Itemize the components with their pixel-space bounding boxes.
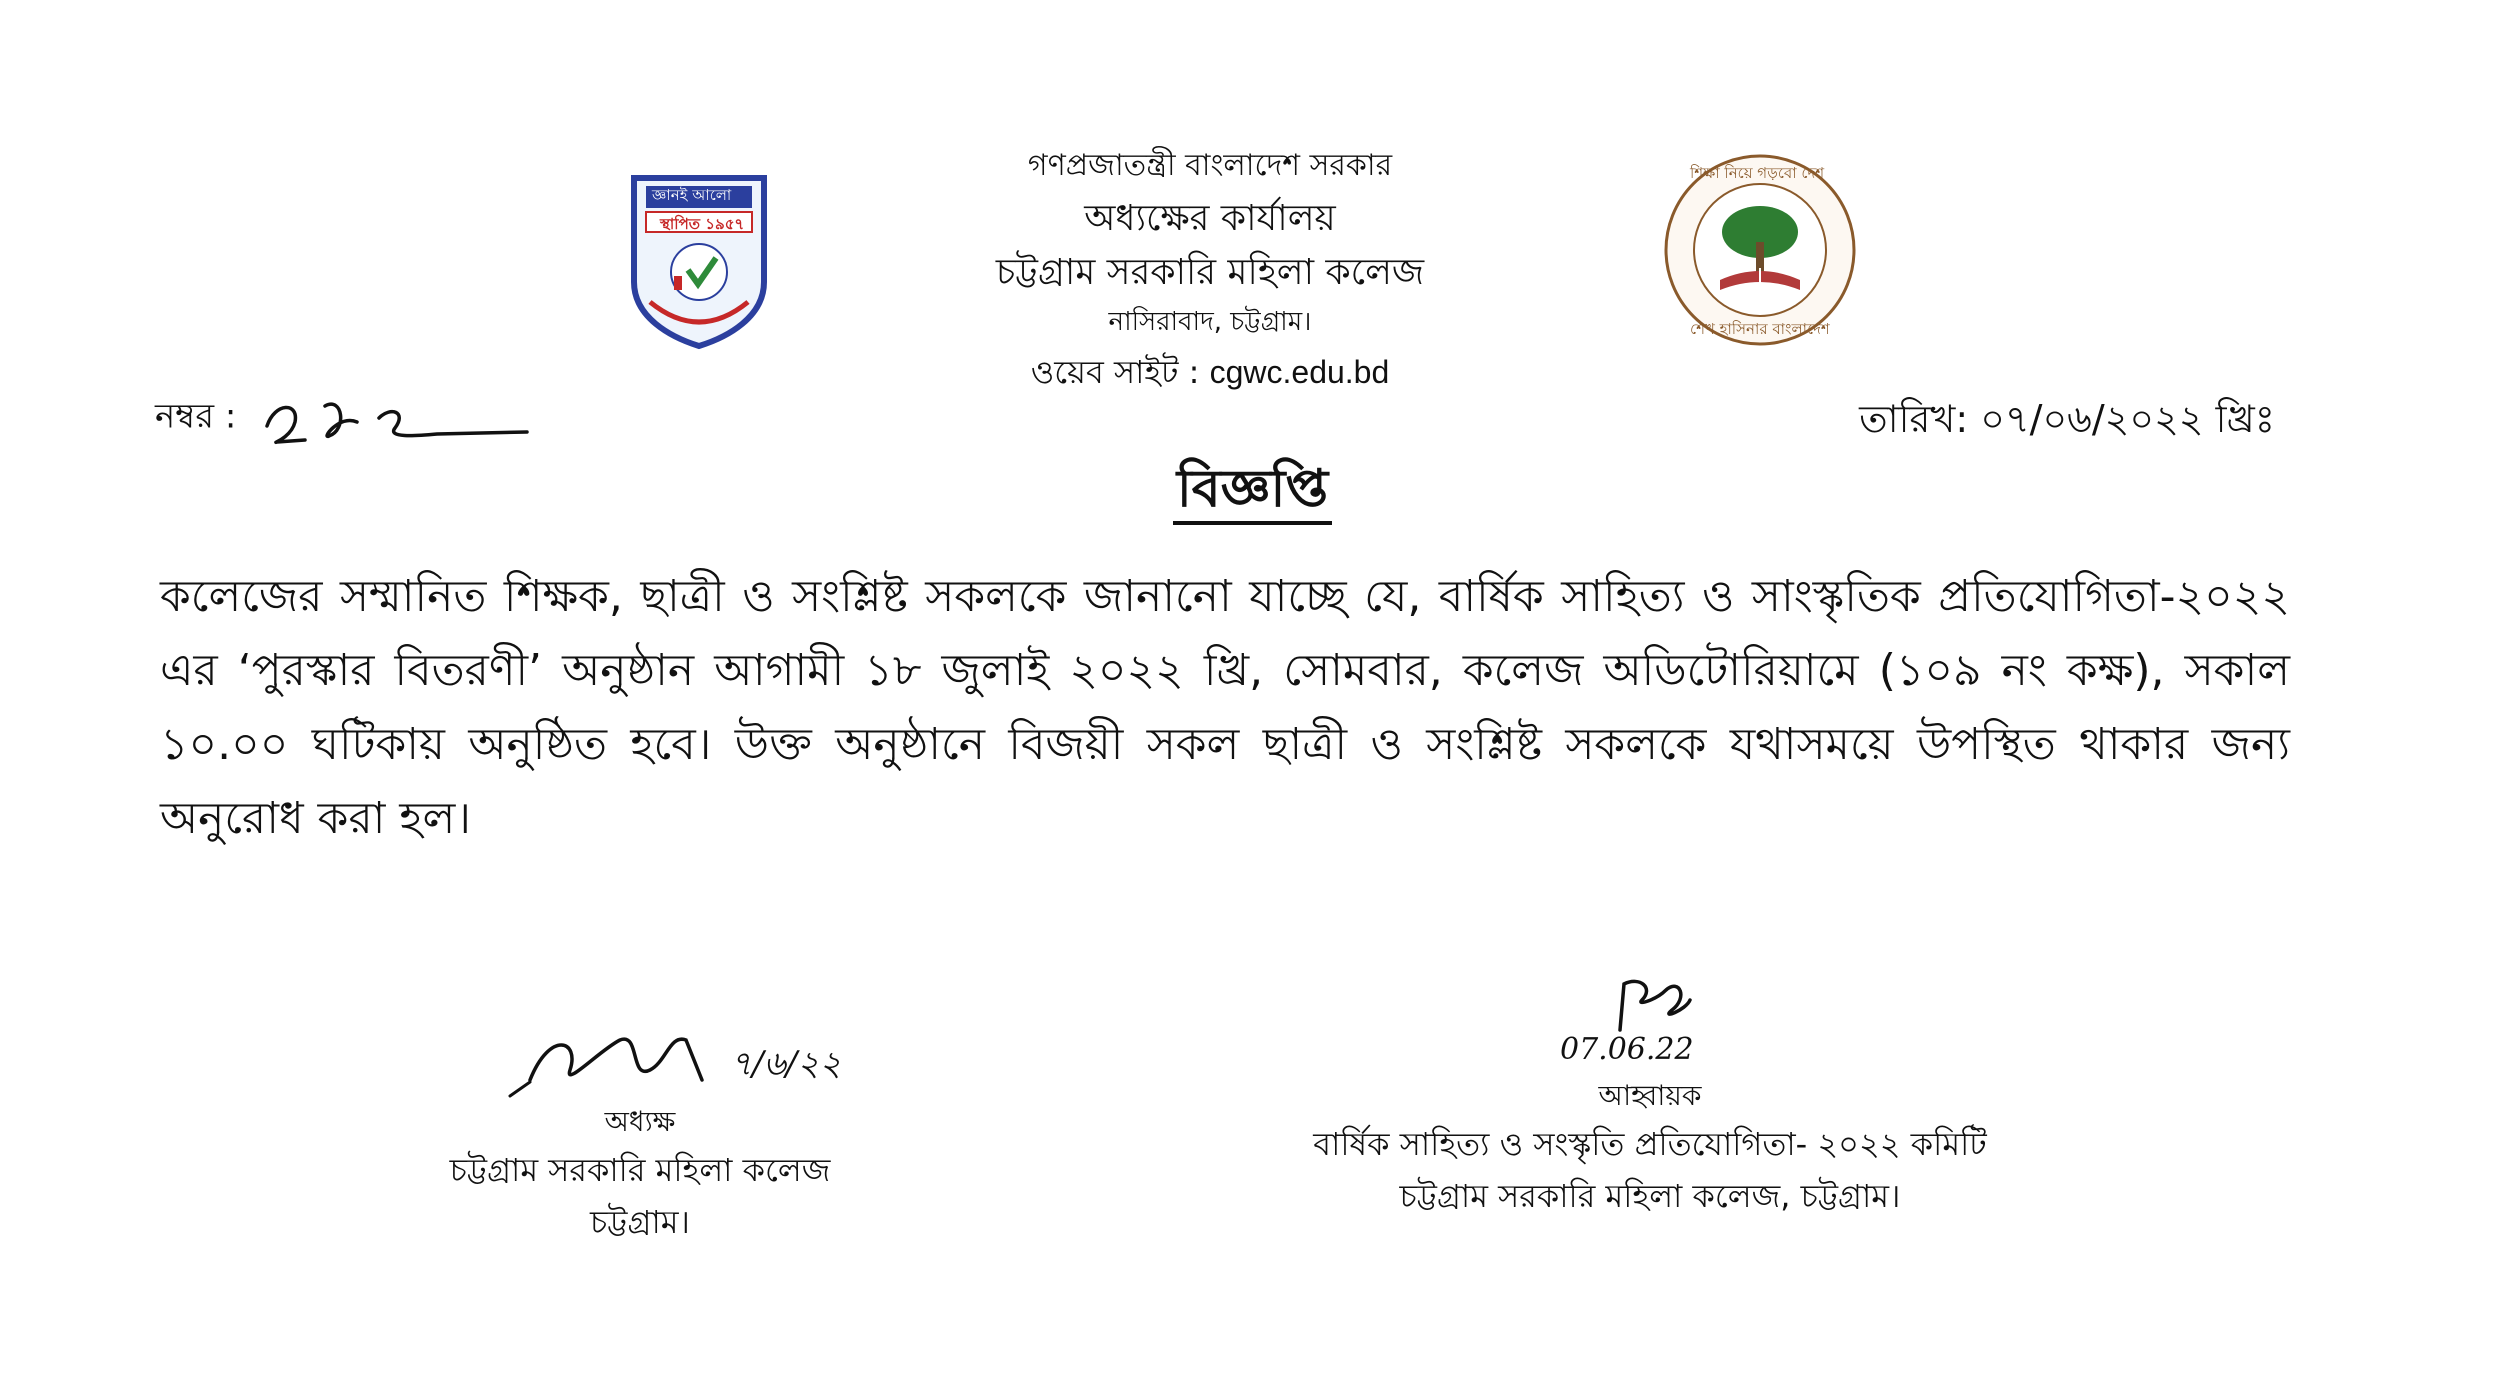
signature-block-principal: [380, 1010, 900, 1248]
notice-title-text: বিজ্ঞপ্তি: [1173, 459, 1332, 525]
signature-block-convener: [1230, 970, 2070, 1222]
memo-label: নম্বর :: [155, 396, 237, 437]
logo-left-motto: জ্ঞানই আলো: [652, 186, 732, 204]
website-line: [900, 344, 1520, 400]
logo-left-founded: স্থাপিত ১৯৫৭: [660, 215, 745, 233]
principal-college: চট্টগ্রাম সরকারি মহিলা কলেজ: [449, 1151, 831, 1189]
college-name: চট্টগ্রাম সরকারি মহিলা কলেজ: [995, 252, 1425, 293]
website-label: ওয়েব সাইট :: [1030, 353, 1200, 391]
handwritten-memo-number: [247, 378, 537, 458]
principal-role: অধ্যক্ষ: [604, 1105, 676, 1138]
seal-bottom-arc-text: শেখ হাসিনার বাংলাদেশ: [1690, 320, 1830, 338]
website-url: cgwc.edu.bd: [1209, 354, 1390, 390]
notice-date: তারিখ: ০৭/০৬/২০২২ খ্রিঃ: [1859, 397, 2275, 441]
convener-college: চট্টগ্রাম সরকারি মহিলা কলেজ, চট্টগ্রাম।: [1399, 1177, 1901, 1215]
principal-handwritten-date: ৭/৬/২২: [730, 1044, 842, 1084]
convener-role: আহ্বায়ক: [1598, 1079, 1702, 1112]
office-name: অধ্যক্ষের কার্যালয়: [1084, 198, 1336, 239]
college-address: নাসিরাবাদ, চট্টগ্রাম।: [1108, 307, 1312, 337]
notice-body: কলেজের সম্মানিত শিক্ষক, ছাত্রী ও সংশ্লিষ্ট সকলকে জানানো যাচ্ছে যে, বার্ষিক সাহিত্য ও সাংস্কৃতিক প্রতিযোগিতা-২০২২ এর ‘পুরস্কার বিতরণী’ অনুষ্ঠান আগামী ১৮ জুলাই ২০২২ খ্রি, সোমবার, কলেজ অডিটোরিয়ামে (১০৯ নং কক্ষ), সকাল ১০.০০ ঘটিকায় অনুষ্ঠিত হবে। উক্ত অনুষ্ঠানে বিজয়ী সকল ছাত্রী ও সংশ্লিষ্ট সকলকে যথাসময়ে উপস্থিত থাকার জন্য অনুরোধ করা হল।: [160, 571, 2290, 844]
convener-handwritten-date: 07.06.22: [1560, 1032, 1694, 1067]
seal-top-arc-text: শিক্ষা নিয়ে গড়বো দেশ: [1690, 164, 1825, 182]
convener-signature-icon: [1590, 970, 1710, 1040]
memo-number: [155, 378, 537, 458]
government-name: গণপ্রজাতন্ত্রী বাংলাদেশ সরকার: [1027, 148, 1393, 183]
notice-title: [0, 448, 2505, 535]
principal-city: চট্টগ্রাম।: [590, 1203, 690, 1241]
convener-committee: বার্ষিক সাহিত্য ও সংস্কৃতি প্রতিযোগিতা- ২০২২ কমিটি: [1313, 1125, 1987, 1163]
letterhead: [900, 140, 1520, 400]
